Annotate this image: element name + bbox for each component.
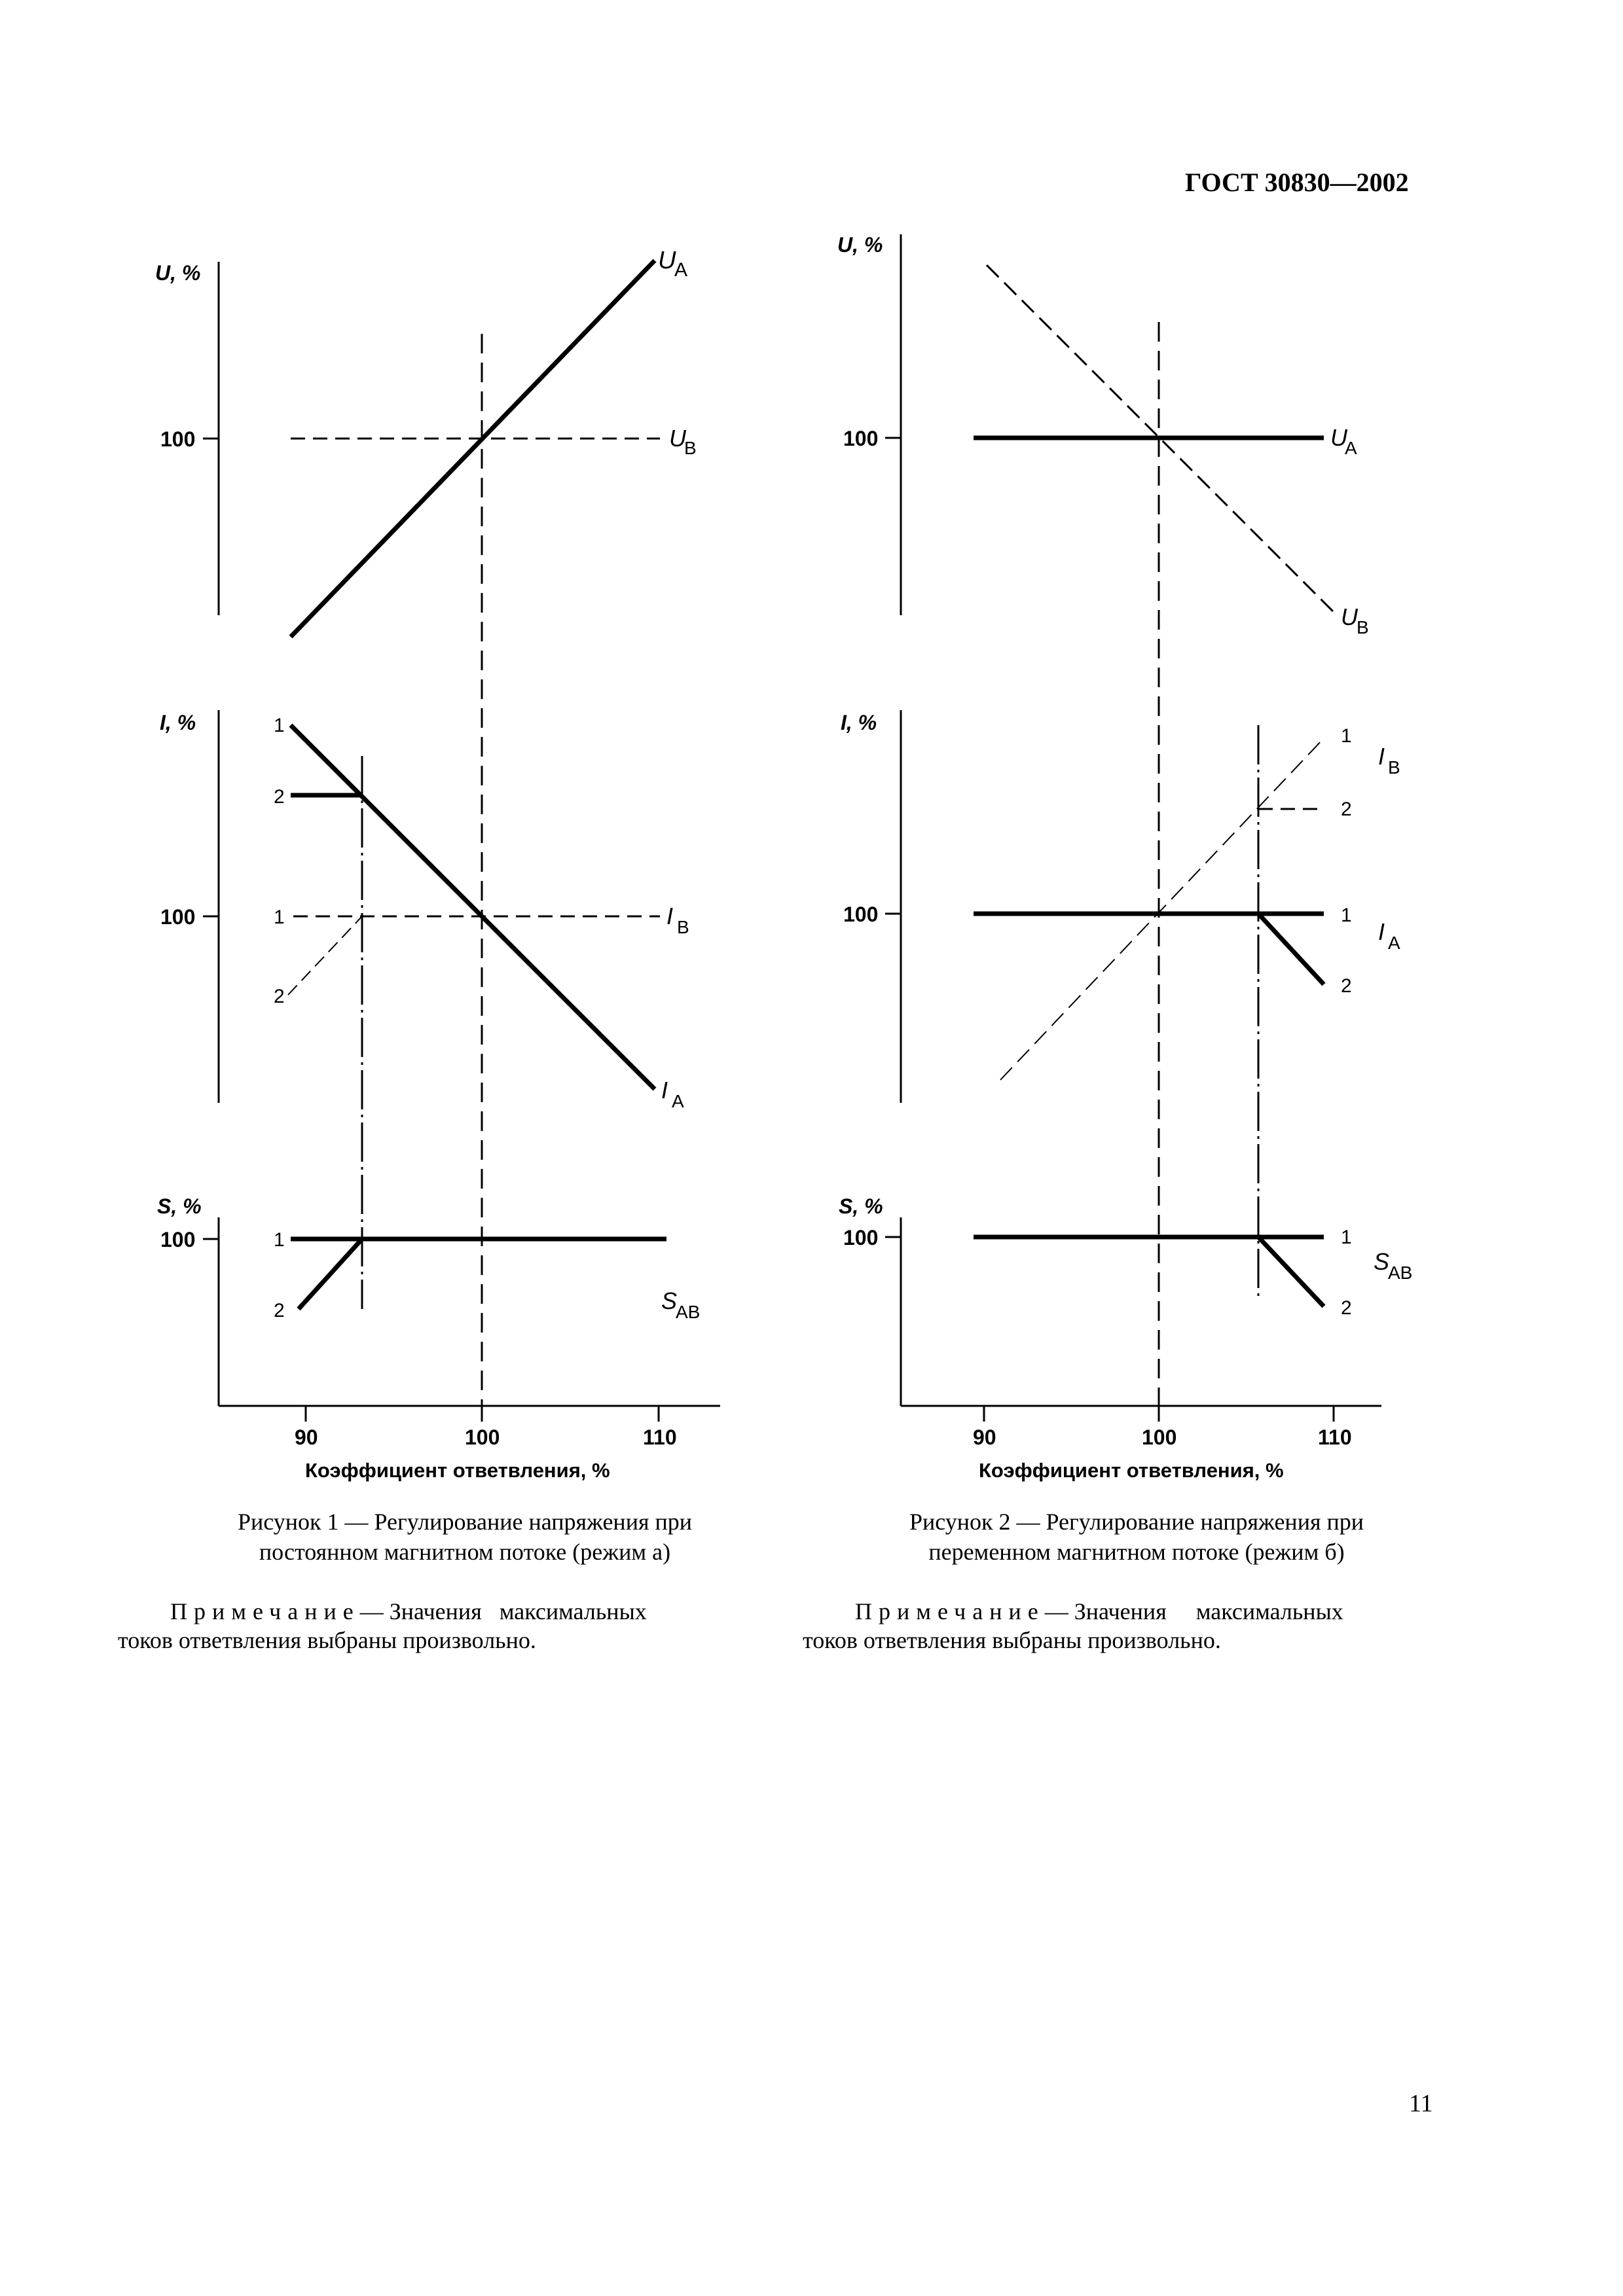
fig2-note-word: Примечание <box>855 1598 1045 1624</box>
fig2-x100-label: 100 <box>1142 1426 1177 1449</box>
fig2-n2-s: 2 <box>1341 1297 1352 1319</box>
fig1-ub-sub: B <box>684 438 697 458</box>
fig1-n1-mid: 1 <box>274 906 285 928</box>
fig2-n1-s: 1 <box>1341 1227 1352 1248</box>
fig1-x100-label: 100 <box>465 1426 500 1449</box>
fig2-n2-top: 2 <box>1341 798 1352 820</box>
fig1-u-axis-label: U, % <box>155 261 201 285</box>
fig2-sab-sub: AB <box>1388 1263 1413 1283</box>
fig1-ub-label: U <box>669 425 686 452</box>
fig2-ub-sub: B <box>1357 617 1369 637</box>
fig2-xlabel: Коэффициент ответвления, % <box>979 1459 1284 1482</box>
fig1-note-word: Примечание <box>170 1598 360 1624</box>
fig2-n1-mid: 1 <box>1341 905 1352 926</box>
fig2-n1-top: 1 <box>1341 725 1352 747</box>
fig1-ib-label: I <box>666 903 674 929</box>
fig2-i-100-label: 100 <box>843 903 879 926</box>
fig1-u-100-label: 100 <box>160 427 196 451</box>
fig1-n2-s: 2 <box>274 1300 285 1321</box>
fig1-x110-label: 110 <box>643 1426 677 1449</box>
fig2-ia-label: I <box>1378 918 1385 945</box>
fig1-ib-sub: B <box>677 917 689 937</box>
fig1-xlabel: Коэффициент ответвления, % <box>305 1459 610 1482</box>
fig2-note-rest: — Значения максимальных <box>1044 1598 1343 1624</box>
fig2-sab-label: S <box>1374 1248 1390 1275</box>
fig1-s-100-label: 100 <box>160 1228 196 1251</box>
fig1-sab-case2 <box>299 1239 362 1309</box>
fig1-ua-sub: A <box>674 259 688 281</box>
fig2-caption-line1: Рисунок 2 — Регулирование напряжения при <box>909 1509 1364 1535</box>
fig2-u-100-label: 100 <box>843 427 879 450</box>
fig2-x110-label: 110 <box>1318 1426 1352 1449</box>
fig1-n2-mid: 2 <box>274 986 285 1007</box>
figure-2-labels <box>837 233 1412 1482</box>
fig2-ua-label: U <box>1330 424 1347 451</box>
fig1-ib-case2 <box>288 916 362 995</box>
fig2-sab-case2 <box>1258 1237 1324 1306</box>
fig1-caption-line1: Рисунок 1 — Регулирование напряжения при <box>237 1509 693 1535</box>
fig2-ub-label: U <box>1341 603 1358 630</box>
fig2-n2-mid: 2 <box>1341 975 1352 997</box>
fig1-sab-sub: AB <box>676 1302 701 1322</box>
figure-2 <box>885 234 1381 1422</box>
fig1-n2-top: 2 <box>274 786 285 808</box>
fig1-ia-sub: A <box>672 1091 684 1111</box>
fig2-ua-sub: A <box>1345 438 1357 458</box>
standard-header: ГОСТ 30830—2002 <box>1185 168 1409 197</box>
fig2-ia-sub: A <box>1388 933 1400 953</box>
fig2-s-axis-label: S, % <box>839 1194 883 1218</box>
fig2-ib-label: I <box>1378 743 1385 770</box>
fig2-ia-case2 <box>1258 914 1324 984</box>
fig1-caption-line2: постоянном магнитном потоке (режим а) <box>259 1539 671 1565</box>
fig2-caption <box>822 1507 1451 1567</box>
fig2-u-axis-label: U, % <box>837 233 883 257</box>
fig1-note-rest: — Значения максимальных <box>359 1598 647 1624</box>
fig1-x90-label: 90 <box>295 1426 318 1449</box>
fig1-i-100-label: 100 <box>160 905 196 929</box>
fig2-note <box>803 1597 1457 1655</box>
page-number: 11 <box>1409 2090 1433 2117</box>
fig1-i-axis-label: I, % <box>160 711 196 734</box>
fig2-caption-line2: переменном магнитном потоке (режим б) <box>928 1539 1345 1565</box>
fig1-s-axis-label: S, % <box>157 1194 202 1218</box>
fig1-caption <box>151 1507 779 1567</box>
fig2-ib-line <box>1000 738 1324 1080</box>
fig1-n1-s: 1 <box>274 1229 285 1251</box>
fig1-ua-line <box>291 260 655 637</box>
fig2-x90-label: 90 <box>973 1426 996 1449</box>
fig2-note-line2: токов ответвления выбраны произвольно. <box>803 1627 1221 1653</box>
fig2-i-axis-label: I, % <box>841 711 877 734</box>
fig1-note <box>118 1597 773 1655</box>
fig1-sab-label: S <box>661 1287 678 1314</box>
fig1-ia-label: I <box>661 1077 668 1103</box>
fig1-ia-line <box>291 725 655 1089</box>
fig2-ib-sub: B <box>1388 757 1400 778</box>
fig1-note-line2: токов ответвления выбраны произвольно. <box>118 1627 536 1653</box>
fig1-ua-label: U <box>658 247 676 274</box>
fig1-n1-top: 1 <box>274 715 285 736</box>
fig2-s-100-label: 100 <box>843 1226 879 1249</box>
